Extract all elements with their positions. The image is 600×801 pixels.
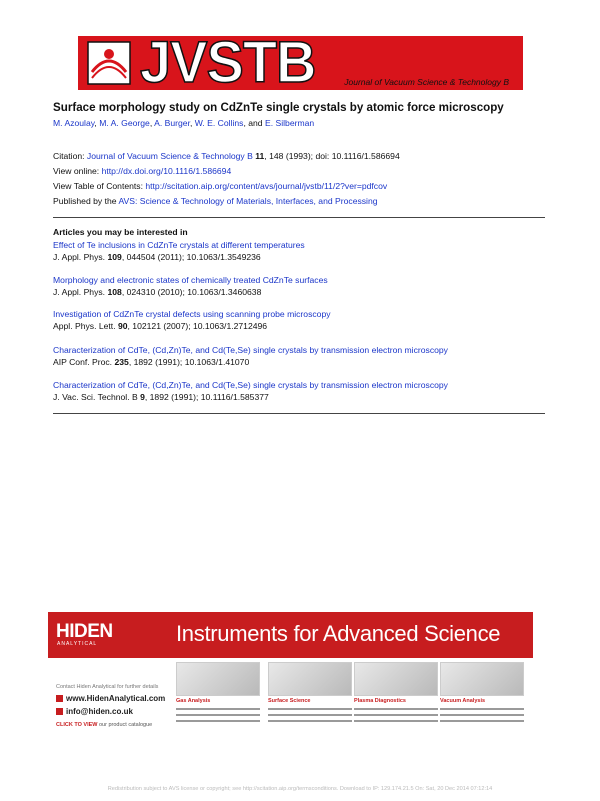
related-article-ref: J. Appl. Phys. 109, 044504 (2011); 10.1063/1.3549236 <box>53 252 261 262</box>
ad-cta[interactable]: CLICK TO VIEW our product catalogue <box>56 722 153 728</box>
avs-logo-icon <box>86 40 132 86</box>
related-article <box>53 379 448 403</box>
citation-details: , 148 (1993); doi: 10.1116/1.586694 <box>264 151 400 161</box>
related-article <box>53 239 305 263</box>
divider <box>53 413 545 414</box>
email-icon <box>56 708 63 715</box>
product-label: Surface Science <box>268 698 311 704</box>
ad-contact-block <box>56 684 171 728</box>
toc-line <box>53 181 387 191</box>
authors-conjunction: , and <box>243 118 265 128</box>
author-link[interactable]: M. A. George <box>99 118 150 128</box>
published-label: Published by the <box>53 196 119 206</box>
product-label: Gas Analysis <box>176 698 211 704</box>
ad-email[interactable]: info@hiden.co.uk <box>56 707 171 716</box>
related-articles-heading: Articles you may be interested in <box>53 227 188 237</box>
publisher-link[interactable]: AVS: Science & Technology of Materials, Interfaces, and Processing <box>118 196 378 206</box>
author-link[interactable]: W. E. Collins <box>194 118 244 128</box>
author-link[interactable]: M. Azoulay <box>53 118 95 128</box>
related-article-link[interactable]: Characterization of CdTe, (Cd,Zn)Te, and Cd(Te,Se) single crystals by transmission electron microscopy <box>53 380 448 390</box>
author-link[interactable]: E. Silberman <box>264 118 315 128</box>
related-article-ref: Appl. Phys. Lett. 90, 102121 (2007); 10.1063/1.2712496 <box>53 321 268 331</box>
ad-headline: Instruments for Advanced Science <box>176 621 501 646</box>
article-title: Surface morphology study on CdZnTe single crystals by atomic force microscopy <box>53 101 504 114</box>
related-article-ref: J. Appl. Phys. 108, 024310 (2010); 10.1063/1.3460638 <box>53 287 262 297</box>
related-article-ref: J. Vac. Sci. Technol. B 9, 1892 (1991); 10.1116/1.585377 <box>53 392 269 402</box>
authors: M. Azoulay, M. A. George, A. Burger, W. E. Collins, and E. Silberman <box>53 118 315 128</box>
product-label: Plasma Diagnostics <box>354 698 406 704</box>
author-link[interactable]: A. Burger <box>154 118 190 128</box>
related-article-link[interactable]: Morphology and electronic states of chemically treated CdZnTe surfaces <box>53 275 328 285</box>
hiden-logo-subtext: ANALYTICAL <box>57 641 98 647</box>
ad-product[interactable] <box>354 662 438 746</box>
related-article-link[interactable]: Investigation of CdZnTe crystal defects using scanning probe microscopy <box>53 309 331 319</box>
journal-subtitle: Journal of Vacuum Science & Technology B <box>344 77 509 87</box>
related-article <box>53 308 331 332</box>
journal-link[interactable]: Journal of Vacuum Science & Technology B <box>86 151 253 161</box>
citation-label: Citation: <box>53 151 87 161</box>
ad-product[interactable] <box>440 662 524 746</box>
citation-line <box>53 151 400 161</box>
related-article-link[interactable]: Characterization of CdTe, (Cd,Zn)Te, and Cd(Te,Se) single crystals by transmission electron microscopy <box>53 345 448 355</box>
product-image <box>354 662 438 696</box>
journal-mark: JVSTB <box>140 36 316 90</box>
ad-header <box>48 612 533 658</box>
related-article <box>53 344 448 368</box>
related-article <box>53 274 328 298</box>
related-article-ref: AIP Conf. Proc. 235, 1892 (1991); 10.1063/1.41070 <box>53 357 250 367</box>
citation-volume: 11 <box>255 151 265 161</box>
ad-product[interactable] <box>176 662 260 746</box>
ad-body <box>48 658 533 746</box>
toc-label: View Table of Contents: <box>53 181 146 191</box>
product-image <box>176 662 260 696</box>
product-image <box>440 662 524 696</box>
doi-link[interactable]: http://dx.doi.org/10.1116/1.586694 <box>101 166 232 176</box>
hiden-advertisement[interactable] <box>48 612 533 746</box>
redistribution-notice: Redistribution subject to AVS license or copyright; see http://scitation.aip.org/termsconditions. Download to IP: 129.174.21.5 On: Sat, 20 Dec 2014 07:12:14 <box>107 786 493 792</box>
toc-link[interactable]: http://scitation.aip.org/content/avs/journal/jvstb/11/2?ver=pdfcov <box>145 181 388 191</box>
web-icon <box>56 695 63 702</box>
product-label: Vacuum Analysis <box>440 698 486 704</box>
ad-tagline: Contact Hiden Analytical for further details <box>56 684 159 690</box>
ad-website[interactable]: www.HidenAnalytical.com <box>56 694 171 703</box>
published-line <box>53 196 378 206</box>
hiden-logo <box>56 621 120 649</box>
related-article-link[interactable]: Effect of Te inclusions in CdZnTe crystals at different temperatures <box>53 240 305 250</box>
hiden-logo-text: HIDEN <box>56 621 113 642</box>
view-online-label: View online: <box>53 166 102 176</box>
ad-product[interactable] <box>268 662 352 746</box>
divider <box>53 217 545 218</box>
product-image <box>268 662 352 696</box>
journal-banner[interactable] <box>78 36 523 90</box>
view-online-line <box>53 166 231 176</box>
